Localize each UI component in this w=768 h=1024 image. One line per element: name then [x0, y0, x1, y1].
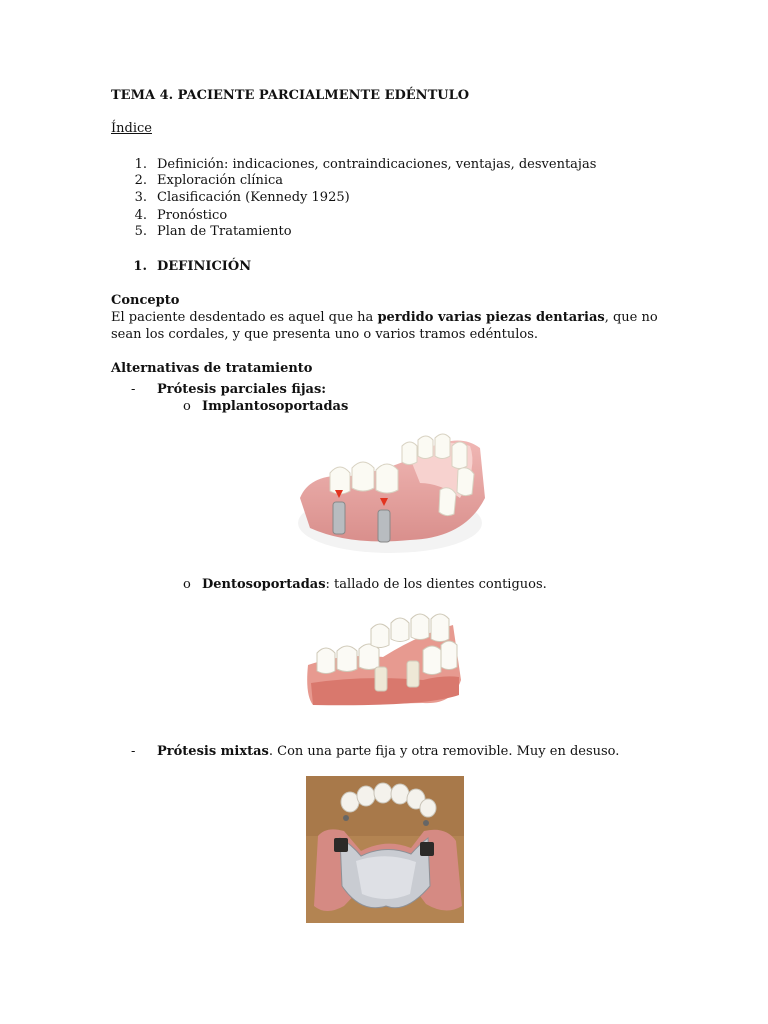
protesis-mixtas-label: Prótesis mixtas — [157, 744, 269, 759]
protesis-fijas-label: Prótesis parciales fijas: — [157, 382, 327, 397]
index-item-text: Definición: indicaciones, contraindicaciones, ventajas, desventajas — [157, 157, 597, 172]
index-item-number: 4. — [134, 208, 147, 223]
mixed-prosthesis-photo — [306, 776, 464, 923]
dentosoportadas-label: Dentosoportadas — [202, 577, 326, 592]
protesis-mixtas-description: . Con una parte fija y otra removible. Muy en desuso. — [268, 744, 620, 759]
dash-bullet: - — [131, 744, 136, 759]
circle-bullet: o — [183, 577, 191, 592]
concepto-emphasis: perdido varias piezas dentarias — [377, 310, 605, 325]
index-item-text: Plan de Tratamiento — [157, 224, 292, 239]
document-title: TEMA 4. PACIENTE PARCIALMENTE EDÉNTULO — [111, 88, 470, 103]
index-item-number: 3. — [134, 190, 147, 205]
index-item-text: Clasificación (Kennedy 1925) — [157, 190, 350, 205]
index-item-number: 5. — [134, 224, 147, 239]
index-item-text: Exploración clínica — [157, 173, 284, 188]
dash-bullet: - — [131, 382, 136, 397]
dentosoportadas-description: : tallado de los dientes contiguos. — [325, 577, 547, 592]
implantosoportadas-label: Implantosoportadas — [202, 399, 349, 414]
concepto-text: , que no — [604, 310, 658, 325]
section-title: DEFINICIÓN — [157, 259, 252, 274]
index-item-number: 2. — [134, 173, 147, 188]
index-heading: Índice — [111, 121, 152, 136]
tooth-bridge-illustration — [303, 605, 465, 715]
index-item-text: Pronóstico — [157, 208, 228, 223]
concepto-text: El paciente desdentado es aquel que ha — [111, 310, 378, 325]
dentosoportadas-line — [202, 576, 547, 593]
concepto-heading: Concepto — [111, 293, 180, 308]
concepto-paragraph-line2: sean los cordales, y que presenta uno o varios tramos edéntulos. — [111, 327, 539, 342]
alternativas-heading: Alternativas de tratamiento — [111, 361, 313, 376]
circle-bullet: o — [183, 399, 191, 414]
protesis-mixtas-line — [157, 743, 619, 760]
concepto-paragraph-line1 — [111, 309, 658, 326]
implant-bridge-illustration — [290, 428, 490, 558]
index-item-number: 1. — [134, 157, 147, 172]
section-number: 1. — [133, 259, 147, 274]
